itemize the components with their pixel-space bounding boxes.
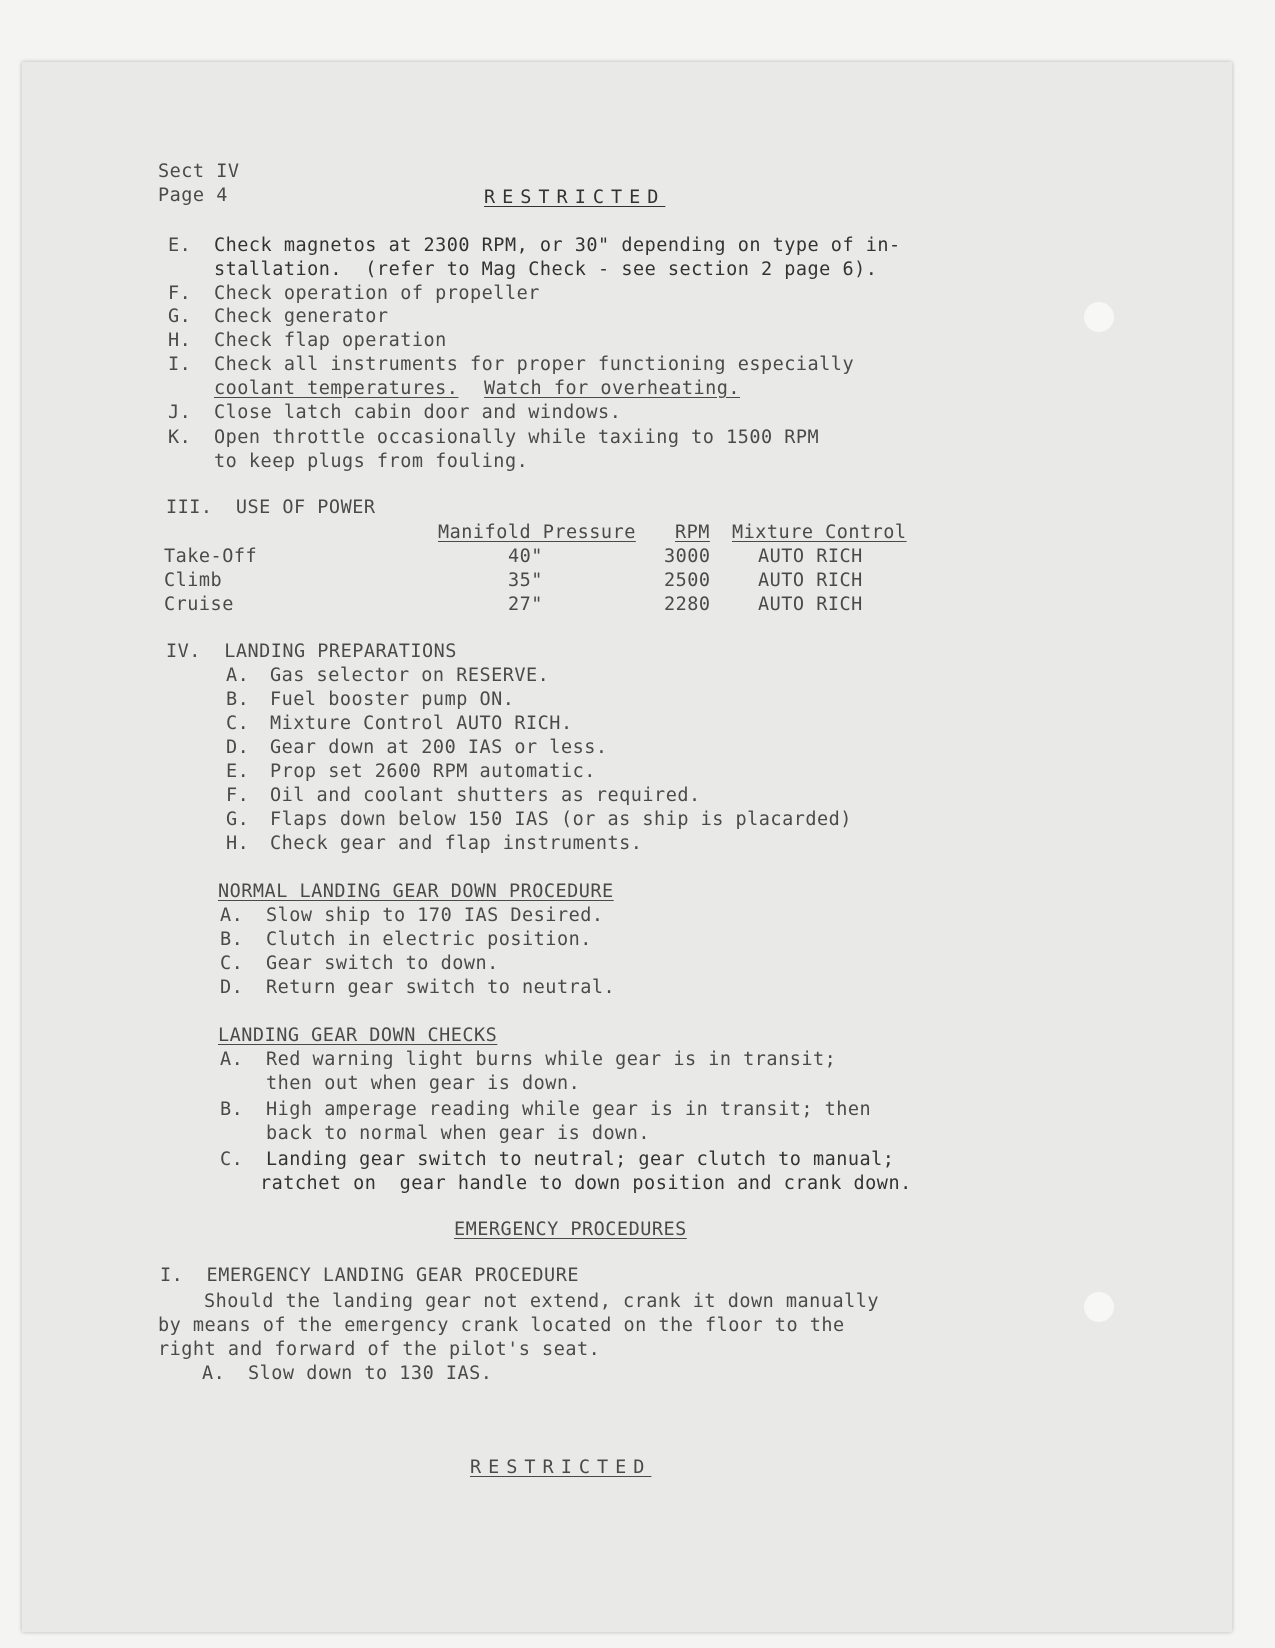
check-text: Check operation of propeller xyxy=(214,283,540,304)
mixture-cell: AUTO RICH xyxy=(758,546,863,567)
list-letter: F. xyxy=(226,785,250,806)
column-header: Manifold Pressure xyxy=(438,522,636,543)
phase-cell: Climb xyxy=(164,570,223,591)
restricted-header: RESTRICTED xyxy=(484,187,666,208)
table-row xyxy=(164,594,970,618)
check-text: Close latch cabin door and windows. xyxy=(214,402,622,423)
check-letter: J. xyxy=(168,402,192,423)
page-label: Page 4 xyxy=(158,185,228,206)
list-letter: H. xyxy=(226,833,250,854)
list-item: Prop set 2600 RPM automatic. xyxy=(270,761,596,782)
section-heading: I. EMERGENCY LANDING GEAR PROCEDURE xyxy=(160,1265,579,1286)
list-letter: A. xyxy=(220,905,244,926)
list-item: Gas selector on RESERVE. xyxy=(270,665,550,686)
rpm-cell: 2500 xyxy=(664,570,711,591)
list-item: Return gear switch to neutral. xyxy=(266,977,616,998)
section-heading: III. USE OF POWER xyxy=(166,497,376,518)
list-letter: A. xyxy=(220,1049,244,1070)
phase-cell: Cruise xyxy=(164,594,234,615)
check-text: Open throttle occasionally while taxiing to 1500 RPM xyxy=(214,427,820,448)
list-letter: B. xyxy=(226,689,250,710)
section-label: Sect IV xyxy=(158,161,240,182)
list-item: Gear down at 200 IAS or less. xyxy=(270,737,608,758)
list-letter: B. xyxy=(220,1099,244,1120)
list-letter: B. xyxy=(220,929,244,950)
check-text: stallation. (refer to Mag Check - see section 2 page 6). xyxy=(214,259,878,280)
manifold-cell: 35" xyxy=(508,570,543,591)
list-item: Red warning light burns while gear is in transit; xyxy=(266,1049,837,1070)
list-letter: C. xyxy=(226,713,250,734)
list-item: Slow ship to 170 IAS Desired. xyxy=(266,905,604,926)
list-letter: A. xyxy=(202,1363,226,1384)
mixture-cell: AUTO RICH xyxy=(758,594,863,615)
list-letter: D. xyxy=(226,737,250,758)
mixture-cell: AUTO RICH xyxy=(758,570,863,591)
list-item: Mixture Control AUTO RICH. xyxy=(270,713,573,734)
list-letter: G. xyxy=(226,809,250,830)
restricted-footer: RESTRICTED xyxy=(470,1457,652,1478)
paragraph-line: right and forward of the pilot's seat. xyxy=(158,1339,601,1360)
check-text: to keep plugs from fouling. xyxy=(214,451,529,472)
list-item: High amperage reading while gear is in transit; then xyxy=(266,1099,872,1120)
check-text: Check magnetos at 2300 RPM, or 30" depending on type of in- xyxy=(214,235,901,256)
emergency-title: EMERGENCY PROCEDURES xyxy=(454,1219,687,1240)
check-text: Check all instruments for proper functioning especially xyxy=(214,354,855,375)
manifold-cell: 40" xyxy=(508,546,543,567)
manifold-cell: 27" xyxy=(508,594,543,615)
list-item: Flaps down below 150 IAS (or as ship is placarded) xyxy=(270,809,852,830)
list-item: Landing gear switch to neutral; gear clutch to manual; xyxy=(266,1149,895,1170)
phase-cell: Take-Off xyxy=(164,546,258,567)
paragraph-line: Should the landing gear not extend, crank it down manually xyxy=(204,1291,880,1312)
list-item: Clutch in electric position. xyxy=(266,929,592,950)
list-letter: E. xyxy=(226,761,250,782)
section-heading: IV. LANDING PREPARATIONS xyxy=(166,641,457,662)
check-letter: F. xyxy=(168,283,192,304)
check-text-emphasis: coolant temperatures. xyxy=(214,378,459,399)
rpm-cell: 2280 xyxy=(664,594,711,615)
list-item: ratchet on gear handle to down position and crank down. xyxy=(260,1173,912,1194)
list-item: Gear switch to down. xyxy=(266,953,499,974)
column-header: RPM xyxy=(675,522,710,543)
rpm-cell: 3000 xyxy=(664,546,711,567)
list-letter: C. xyxy=(220,953,244,974)
list-item: then out when gear is down. xyxy=(266,1073,581,1094)
list-item: Fuel booster pump ON. xyxy=(270,689,515,710)
table-row xyxy=(164,570,970,594)
table-row xyxy=(164,546,970,570)
check-letter: H. xyxy=(168,330,192,351)
sub-heading: NORMAL LANDING GEAR DOWN PROCEDURE xyxy=(218,881,614,902)
check-text: Check generator xyxy=(214,306,389,327)
list-letter: D. xyxy=(220,977,244,998)
check-letter: K. xyxy=(168,427,192,448)
column-header: Mixture Control xyxy=(732,522,907,543)
sub-heading: LANDING GEAR DOWN CHECKS xyxy=(218,1025,498,1046)
check-text-emphasis: Watch for overheating. xyxy=(484,378,741,399)
list-item: back to normal when gear is down. xyxy=(266,1123,651,1144)
power-table-header xyxy=(170,522,970,546)
list-item: Check gear and flap instruments. xyxy=(270,833,643,854)
check-letter: E. xyxy=(168,235,192,256)
check-letter: G. xyxy=(168,306,192,327)
list-letter: A. xyxy=(226,665,250,686)
list-letter: C. xyxy=(220,1149,244,1170)
check-letter: I. xyxy=(168,354,192,375)
list-item: Oil and coolant shutters as required. xyxy=(270,785,701,806)
list-item: Slow down to 130 IAS. xyxy=(248,1363,493,1384)
check-text: Check flap operation xyxy=(214,330,447,351)
paragraph-line: by means of the emergency crank located on the floor to the xyxy=(158,1315,845,1336)
